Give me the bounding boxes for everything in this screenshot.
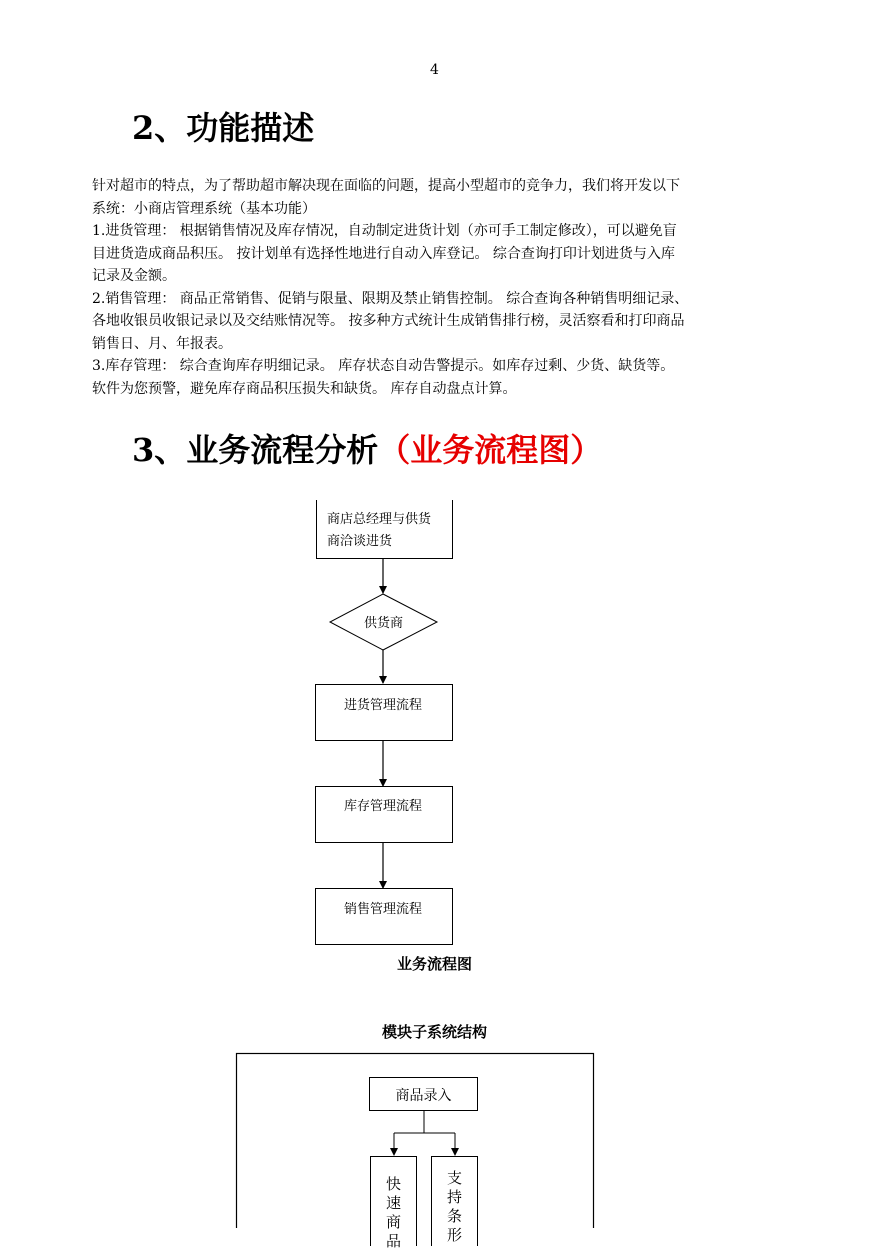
intro-line: 系统：小商店管理系统（基本功能） — [92, 200, 316, 217]
item-2-line: 销售日、月、年报表。 — [92, 335, 232, 352]
flow-box-negotiate-line1: 商店总经理与供货 — [327, 512, 432, 527]
vchar: 品 — [385, 1232, 401, 1250]
page-number: 4 — [430, 62, 439, 78]
flow-box-inventory-label: 库存管理流程 — [344, 799, 423, 814]
flow-box-sales — [315, 888, 453, 945]
vchar: 条 — [446, 1207, 462, 1225]
item-1-line: 1.进货管理： 根据销售情况及库存情况，自动制定进货计划（亦可手工制定修改），可以避免盲 — [92, 223, 677, 239]
module-root-box — [369, 1077, 478, 1111]
vchar: 商 — [385, 1213, 401, 1231]
section-3-title: 3、业务流程分析 — [132, 431, 379, 469]
flow-box-inventory — [315, 786, 453, 843]
intro-line: 针对超市的特点，为了帮助超市解决现在面临的问题，提高小型超市的竞争力，我们将开发以下 — [92, 178, 680, 194]
flow-box-negotiate — [316, 500, 453, 559]
arrowhead — [379, 586, 387, 594]
module-child-quick-label — [371, 1175, 416, 1251]
item-2-line: 2.销售管理： 商品正常销售、促销与限量、限期及禁止销售控制。 综合查询各种销售明细记录、 — [92, 290, 689, 307]
flow-diamond-label: 供货商 — [363, 616, 403, 631]
arrowhead — [451, 1148, 459, 1156]
module-child-barcode-box — [431, 1156, 478, 1246]
flow-box-sales-label: 销售管理流程 — [344, 902, 423, 917]
section-3-title-red: （业务流程图） — [378, 431, 603, 469]
item-2-line: 各地收银员收银记录以及交结账情况等。 按多种方式统计生成销售排行榜，灵活察看和打印商品 — [92, 313, 685, 329]
flow-box-purchase-label: 进货管理流程 — [344, 698, 423, 713]
item-1-line: 记录及金额。 — [92, 268, 176, 284]
module-child-barcode-label — [432, 1169, 477, 1245]
section-2-heading: 2、功能描述 — [132, 109, 315, 147]
arrowhead — [390, 1148, 398, 1156]
vchar: 支 — [446, 1169, 462, 1187]
module-root-label: 商品录入 — [395, 1088, 452, 1104]
vchar: 速 — [385, 1194, 401, 1212]
vchar: 持 — [446, 1188, 462, 1206]
flow-box-negotiate-line2: 商洽谈进货 — [327, 534, 393, 549]
arrowhead — [379, 676, 387, 684]
vchar: 快 — [385, 1175, 401, 1193]
flow-box-purchase — [315, 684, 453, 741]
module-caption: 模块子系统结构 — [381, 1023, 487, 1041]
item-1-line: 目进货造成商品积压。 按计划单有选择性地进行自动入库登记。 综合查询打印计划进货与入库 — [92, 245, 675, 262]
vchar: 形 — [446, 1226, 462, 1244]
item-3-line: 软件为您预警，避免库存商品积压损失和缺货。 库存自动盘点计算。 — [92, 380, 517, 397]
item-3-line: 3.库存管理： 综合查询库存明细记录。 库存状态自动告警提示。如库存过剩、少货、缺货等。 — [92, 358, 675, 374]
flowchart-caption: 业务流程图 — [396, 955, 472, 973]
module-child-quick-box — [370, 1156, 417, 1250]
